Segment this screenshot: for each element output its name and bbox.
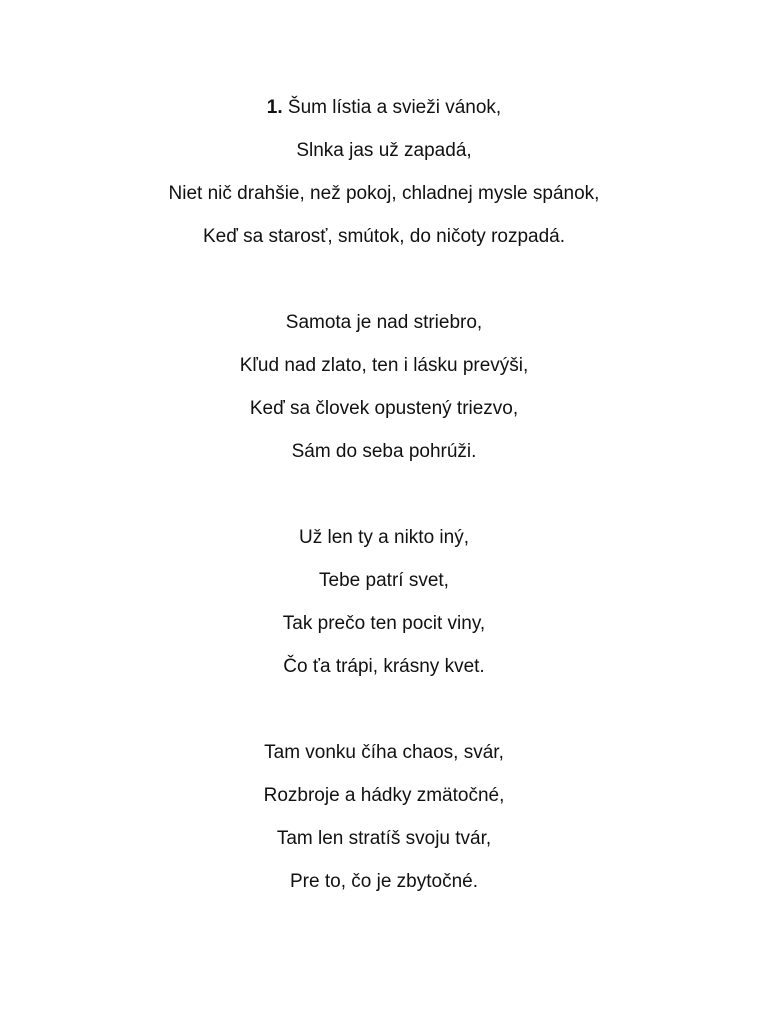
poem-line: Tam vonku číha chaos, svár,: [264, 742, 504, 763]
stanza-3: [0, 516, 768, 688]
poem-line: Tak prečo ten pocit viny,: [282, 613, 486, 634]
poem-line: Kľud nad zlato, ten i lásku prevýši,: [239, 355, 529, 376]
poem-line: Niet nič drahšie, než pokoj, chladnej mysle spánok,: [168, 183, 600, 204]
poem-line: Slnka jas už zapadá,: [296, 140, 472, 161]
poem-number: 1.: [266, 97, 283, 118]
stanza-4: [0, 731, 768, 903]
poem-line: Sám do seba pohrúži.: [291, 441, 477, 462]
poem-line: Tebe patrí svet,: [319, 570, 449, 591]
poem-line: Samota je nad striebro,: [285, 312, 483, 333]
poem-line: Keď sa človek opustený triezvo,: [249, 398, 519, 419]
poem-line: [0, 86, 768, 129]
poem-line: Pre to, čo je zbytočné.: [290, 871, 478, 892]
poem-line: Keď sa starosť, smútok, do ničoty rozpadá.: [202, 226, 566, 247]
poem-line: Tam len stratíš svoju tvár,: [276, 828, 492, 849]
poem-line: Rozbroje a hádky zmätočné,: [263, 785, 505, 806]
poem-line: Už len ty a nikto iný,: [298, 527, 470, 548]
stanza-2: [0, 301, 768, 473]
line-text: Šum lístia a svieži vánok,: [287, 97, 502, 118]
stanza-1: [0, 86, 768, 258]
poem-line: Čo ťa trápi, krásny kvet.: [283, 656, 485, 677]
poem: [0, 86, 768, 946]
